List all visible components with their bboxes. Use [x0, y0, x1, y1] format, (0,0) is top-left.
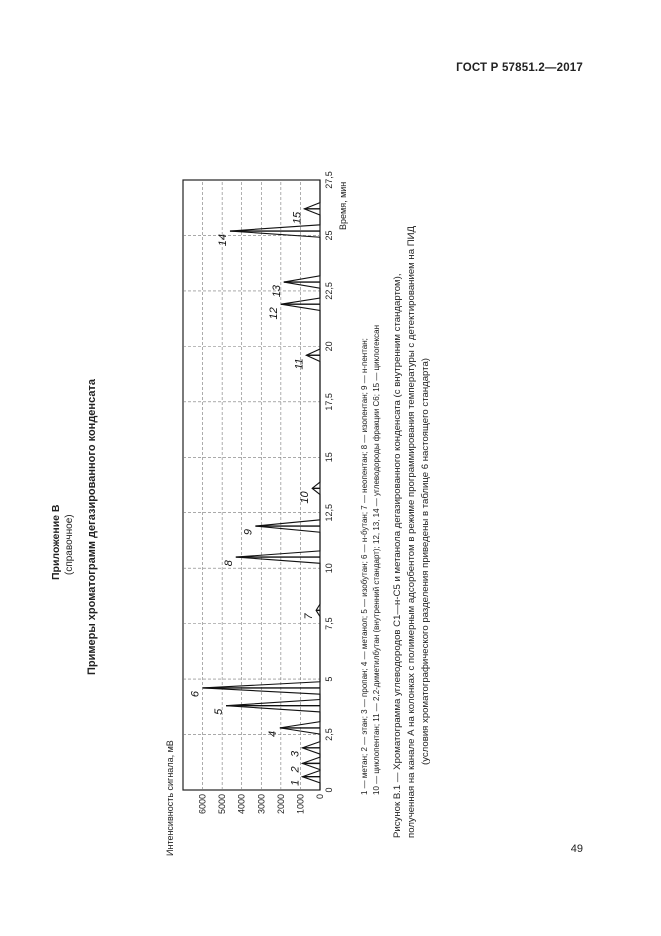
- chromatogram-chart: [90, 160, 358, 860]
- peak-label-6: 6: [189, 690, 202, 698]
- peak-label-12: 12: [267, 307, 280, 320]
- y-tick-label: 6000: [197, 794, 208, 815]
- x-tick-label: 7,5: [324, 617, 334, 630]
- peak-label-4: 4: [266, 730, 279, 738]
- x-axis-label: Время, мин: [338, 181, 348, 230]
- y-tick-label: 3000: [256, 794, 267, 815]
- x-tick-label: 17,5: [324, 393, 334, 411]
- appendix-heading: Примеры хроматограмм дегазированного конденсата: [86, 379, 98, 675]
- peak-label-5: 5: [213, 708, 226, 715]
- caption-line-3: (условия хроматографического разделения приведены в таблице 6 настоящего стандарта): [420, 358, 431, 765]
- y-tick-label: 0: [315, 794, 325, 800]
- x-tick-label: 2,5: [324, 728, 334, 741]
- y-axis-label: Интенсивность сигнала, мВ: [165, 740, 175, 856]
- x-tick-label: 25: [324, 230, 334, 241]
- rotated-figure-block: [20, 160, 520, 860]
- x-tick-label: 0: [324, 787, 334, 793]
- x-tick-label: 12,5: [324, 503, 334, 522]
- peak-label-2: 2: [289, 766, 302, 773]
- peak-label-1: 1: [289, 779, 302, 786]
- peak-label-13: 13: [270, 285, 283, 298]
- standard-header: ГОСТ Р 57851.2—2017: [456, 62, 583, 74]
- peak-label-3: 3: [289, 750, 302, 757]
- caption-line-2: полученная на канале А на колонках с полимерным адсорбентом в режиме программирования температуры с детектированием на ПИД: [406, 225, 417, 838]
- page-number: 49: [570, 843, 583, 855]
- y-tick-label: 5000: [217, 794, 228, 815]
- plot-frame: [183, 180, 320, 790]
- peak-label-8: 8: [222, 560, 235, 567]
- legend-line-2: 10 — циклопентан; 11 — 2,2-диметилбутан (внутренний стандарт); 12, 13, 14 — углеводороды фракции С6; 15 — циклогексан: [372, 324, 381, 795]
- x-tick-label: 27,5: [324, 171, 334, 189]
- peak-label-11: 11: [293, 358, 306, 370]
- x-tick-label: 20: [324, 341, 334, 352]
- peak-label-9: 9: [242, 529, 255, 536]
- y-tick-label: 1000: [295, 794, 306, 815]
- x-tick-label: 22,5: [324, 282, 334, 300]
- caption-line-1: Рисунок В.1 — Хроматограмма углеводородов С1—н-С5 и метанола дегазированного конденсата (с внутренним стандартом),: [392, 273, 403, 838]
- x-tick-label: 5: [324, 676, 334, 682]
- peak-label-7: 7: [303, 613, 316, 620]
- legend-line-1: 1 — метан; 2 — этан; 3 — пропан; 4 — метанол; 5 — изобутан; 6 — н-бутан; 7 — неопентан; 8 — изопентан; 9 — н-пентан;: [360, 338, 369, 795]
- peak-label-14: 14: [216, 234, 229, 247]
- appendix-subtitle: (справочное): [64, 514, 75, 575]
- appendix-title: Приложение В: [50, 504, 62, 580]
- peak-label-10: 10: [299, 491, 312, 504]
- y-tick-label: 4000: [236, 794, 247, 815]
- peak-label-15: 15: [291, 211, 304, 225]
- x-tick-label: 10: [324, 563, 334, 574]
- x-tick-label: 15: [324, 452, 334, 463]
- y-tick-label: 2000: [275, 794, 286, 815]
